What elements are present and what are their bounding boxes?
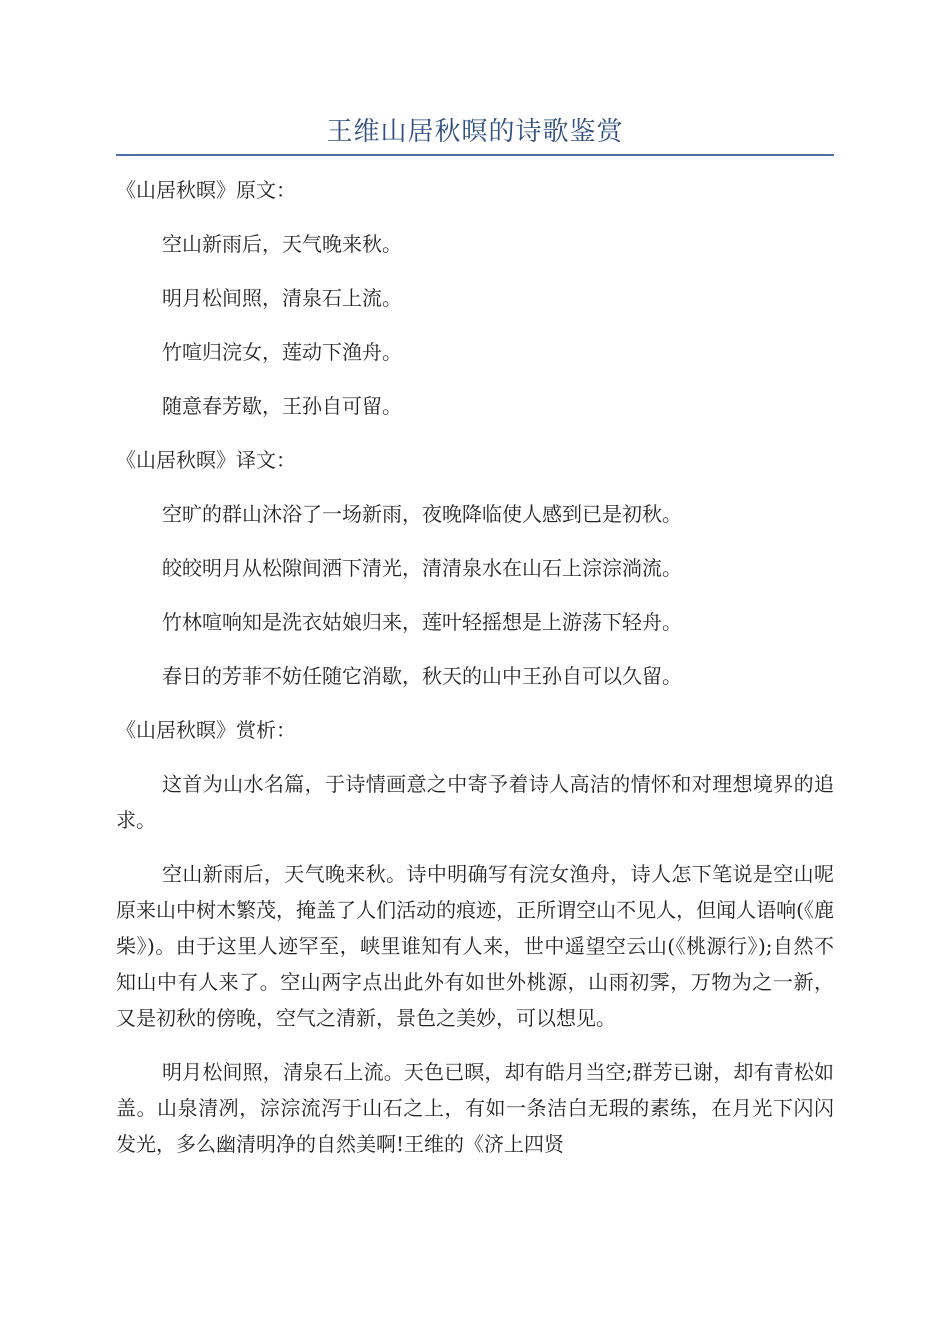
appreciation-paragraph: 明月松间照，清泉石上流。天色已暝，却有皓月当空;群芳已谢，却有青松如盖。山泉清冽，淙淙流泻于山石之上，有如一条洁白无瑕的素练，在月光下闪闪发光，多么幽清明净的自然美啊!王维的《济上四贤 xyxy=(116,1060,834,1156)
poem-line: 明月松间照，清泉石上流。 xyxy=(162,286,402,310)
section-heading-translation: 《山居秋暝》译文： xyxy=(116,448,296,472)
document-title: 王维山居秋暝的诗歌鉴赏 xyxy=(326,117,624,147)
section-heading-appreciation: 《山居秋暝》赏析： xyxy=(116,718,296,742)
document-body xyxy=(116,172,834,1180)
translation-line: 竹林喧响知是洗衣姑娘归来，莲叶轻摇想是上游荡下轻舟。 xyxy=(162,610,682,634)
appreciation-paragraph: 空山新雨后，天气晚来秋。诗中明确写有浣女渔舟，诗人怎下笔说是空山呢原来山中树木繁茂，掩盖了人们活动的痕迹，正所谓空山不见人，但闻人语响(《鹿柴》)。由于这里人迹罕至，峡里谁知有人来，世中遥望空云山(《桃源行》);自然不知山中有人来了。空山两字点出此外有如世外桃源，山雨初霁，万物为之一新，又是初秋的傍晚，空气之清新，景色之美妙，可以想见。 xyxy=(116,862,834,1030)
translation-line: 空旷的群山沐浴了一场新雨，夜晚降临使人感到已是初秋。 xyxy=(162,502,682,526)
translation-line: 皎皎明月从松隙间洒下清光，清清泉水在山石上淙淙淌流。 xyxy=(162,556,682,580)
title-underline xyxy=(116,154,834,156)
poem-line: 竹喧归浣女，莲动下渔舟。 xyxy=(162,340,402,364)
poem-line: 空山新雨后，天气晚来秋。 xyxy=(162,232,402,256)
translation-line: 春日的芳菲不妨任随它消歇，秋天的山中王孙自可以久留。 xyxy=(162,664,682,688)
poem-line: 随意春芳歇，王孙自可留。 xyxy=(162,394,402,418)
appreciation-paragraph: 这首为山水名篇，于诗情画意之中寄予着诗人高洁的情怀和对理想境界的追求。 xyxy=(116,772,834,832)
section-heading-original: 《山居秋暝》原文： xyxy=(116,178,296,202)
